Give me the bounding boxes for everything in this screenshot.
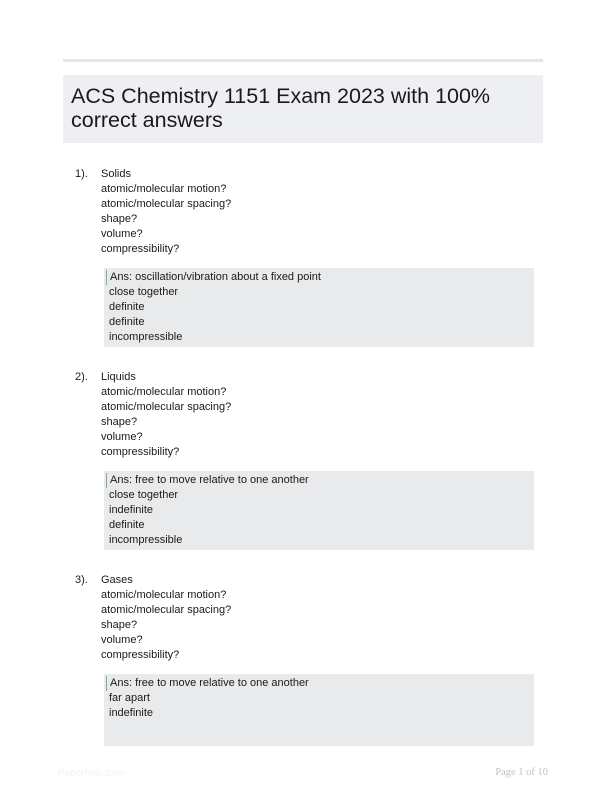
question-line: compressibility? <box>101 243 180 255</box>
question-line: compressibility? <box>101 446 180 458</box>
answer-box <box>104 674 534 746</box>
question-line: atomic/molecular motion? <box>101 589 227 601</box>
answer-line: definite <box>109 301 145 313</box>
answer-box <box>104 471 534 550</box>
question-line: shape? <box>101 619 138 631</box>
question-line: Solids <box>101 168 131 180</box>
question-line: volume? <box>101 431 143 443</box>
answer-line: Ans: oscillation/vibration about a fixed point <box>106 270 534 285</box>
question-line: volume? <box>101 634 143 646</box>
answer-line: indefinite <box>109 707 154 719</box>
title-banner <box>63 75 543 143</box>
question-text <box>101 167 231 257</box>
page-number: Page 1 of 10 <box>495 767 548 778</box>
question-number: 3). <box>75 574 88 586</box>
question-number: 2). <box>75 371 88 383</box>
answer-line: far apart <box>109 692 150 704</box>
question-text <box>101 573 231 663</box>
answer-line: close together <box>109 286 179 298</box>
question-line: Gases <box>101 574 133 586</box>
question-line: shape? <box>101 416 138 428</box>
question-line: atomic/molecular spacing? <box>101 604 232 616</box>
answer-line: close together <box>109 489 179 501</box>
answer-line: Ans: free to move relative to one another <box>106 473 534 488</box>
answer-line: definite <box>109 519 145 531</box>
footer-watermark: Paperhelp.com <box>58 768 126 779</box>
question-line: atomic/molecular motion? <box>101 386 227 398</box>
page-title: ACS Chemistry 1151 Exam 2023 with 100% correct answers <box>71 84 491 132</box>
question-line: atomic/molecular spacing? <box>101 198 232 210</box>
answer-line: indefinite <box>109 504 154 516</box>
answer-line: Ans: free to move relative to one another <box>106 676 534 691</box>
answer-box <box>104 268 534 347</box>
question-line: atomic/molecular spacing? <box>101 401 232 413</box>
question-number: 1). <box>75 168 88 180</box>
question-text <box>101 370 231 460</box>
question-line: volume? <box>101 228 143 240</box>
answer-line: definite <box>109 316 145 328</box>
question-line: compressibility? <box>101 649 180 661</box>
question-line: shape? <box>101 213 138 225</box>
top-divider <box>63 59 543 62</box>
question-line: Liquids <box>101 371 136 383</box>
answer-line: incompressible <box>109 331 183 343</box>
question-line: atomic/molecular motion? <box>101 183 227 195</box>
answer-line: incompressible <box>109 534 183 546</box>
